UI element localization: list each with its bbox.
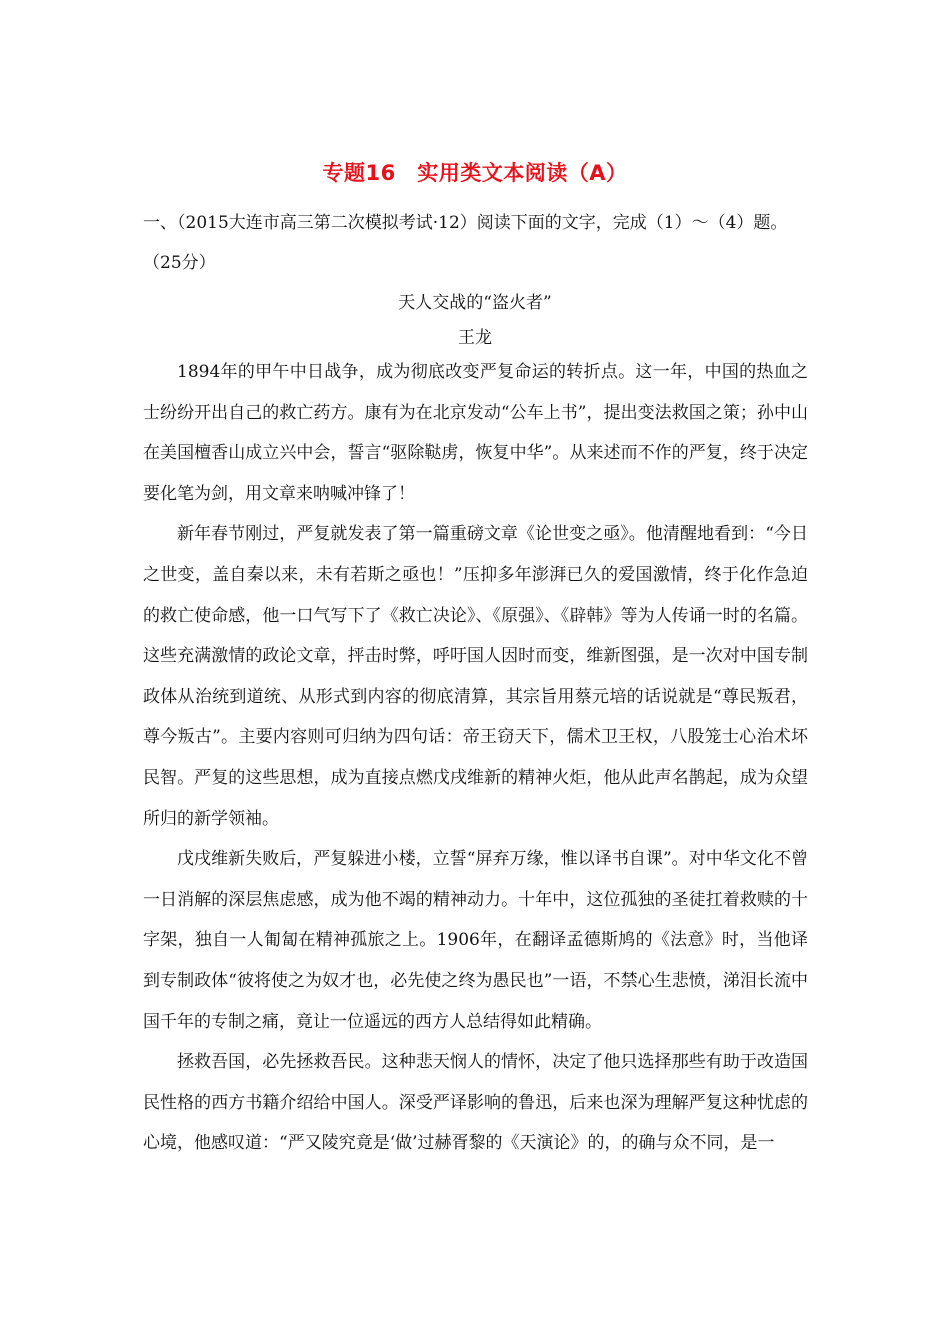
paragraph: 戊戌维新失败后，严复躲进小楼，立誓“屏弃万缘，惟以译书自课”。对中华文化不曾一日消解的深层焦虑感，成为他不竭的精神动力。十年中，这位孤独的圣徒扛着救赎的十字架，独自一人匍匐在精神孤旅之上。1906年，在翻译孟德斯鸠的《法意》时，当他译到专制政体“彼将使之为奴才也，必先使之终为愚民也”一语，不禁心生悲愤，涕泪长流中国千年的专制之痛，竟让一位遥远的西方人总结得如此精确。 xyxy=(143,849,808,1032)
article-author: 王龙 xyxy=(458,328,492,348)
article-body xyxy=(143,352,808,1164)
question-header xyxy=(143,203,808,283)
paragraph: 新年春节刚过，严复就发表了第一篇重磅文章《论世变之亟》。他清醒地看到：“今日之世变，盖自秦以来，未有若斯之亟也！”压抑多年澎湃已久的爱国激情，终于化作急迫的救亡使命感，他一口气写下了《救亡决论》、《原强》、《辟韩》等为人传诵一时的名篇。这些充满激情的政论文章，抨击时弊，呼吁国人因时而变，维新图强，是一次对中国专制政体从治统到道统、从形式到内容的彻底清算，其宗旨用蔡元培的话说就是“尊民叛君，尊今叛古”。主要内容则可归纳为四句话：帝王窃天下，儒术卫王权，八股笼士心治术坏民智。严复的这些思想，成为直接点燃戊戌维新的精神火炬，他从此声名鹊起，成为众望所归的新学领袖。 xyxy=(143,524,808,829)
page-title: 专题16 实用类文本阅读（A） xyxy=(322,161,628,185)
question-header-line: 一、（2015大连市高三第二次模拟考试·12）阅读下面的文字，完成（1）～（4）题。 xyxy=(143,213,788,233)
paragraph: 拯救吾国，必先拯救吾民。这种悲天悯人的情怀，决定了他只选择那些有助于改造国民性格的西方书籍介绍给中国人。深受严译影响的鲁迅，后来也深为理解严复这种忧虑的心境，他感叹道：“严又陵究竟是‘做’过赫胥黎的《天演论》的，的确与众不同，是一 xyxy=(143,1052,808,1154)
article-title: 天人交战的“盗火者” xyxy=(398,293,552,313)
question-score: （25分） xyxy=(143,253,216,273)
paragraph: 1894年的甲午中日战争，成为彻底改变严复命运的转折点。这一年，中国的热血之士纷纷开出自己的救亡药方。康有为在北京发动“公车上书”，提出变法救国之策；孙中山在美国檀香山成立兴中会，誓言“驱除鞑虏，恢复中华”。从来述而不作的严复，终于决定要化笔为剑，用文章来呐喊冲锋了！ xyxy=(143,362,808,504)
